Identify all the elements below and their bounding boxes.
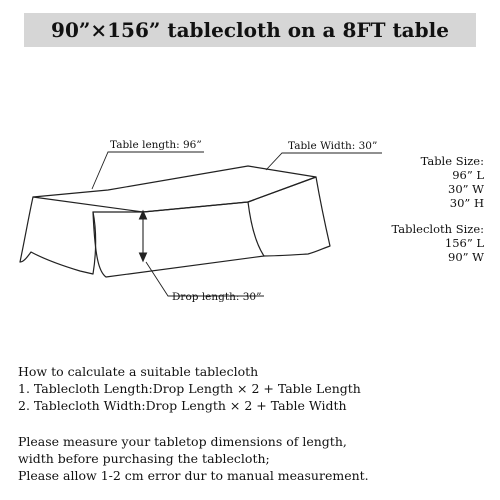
table-top [33,166,316,212]
banner-title: 90”×156” tablecloth on a 8FT table [51,18,449,42]
table-width-label: Table Width: 30” [288,140,378,152]
drop-length-label: Drop length: 30” [172,291,262,303]
instruction-step-width: 2. Tablecloth Width:Drop Length × 2 + Table Width [18,398,347,413]
instructions-heading: How to calculate a suitable tablecloth [18,364,259,379]
drop-arrow-head-bottom [140,253,147,261]
front-drape [93,202,264,277]
table-size-width: 30” W [448,182,484,196]
note-line-2: width before purchasing the tablecloth; [18,451,270,466]
left-drape [20,197,96,274]
tablecloth-size-block [392,222,485,264]
table-width-leader [266,153,382,170]
note-line-1: Please measure your tabletop dimensions of length, [18,434,347,449]
table-size-height: 30” H [449,196,484,210]
note-line-3: Please allow 1-2 cm error dur to manual measurement. [18,468,369,483]
instruction-step-length: 1. Tablecloth Length:Drop Length × 2 + Table Length [18,381,361,396]
tablecloth-size-heading: Tablecloth Size: [391,222,484,236]
right-drape [248,177,330,256]
tablecloth-size-width: 90” W [448,250,484,264]
table-size-heading: Table Size: [420,154,484,168]
table-size-length: 96” L [452,168,484,182]
table-size-block [421,154,484,210]
measurement-notes [18,433,369,484]
calculation-instructions [18,363,361,414]
tablecloth-size-length: 156” L [444,236,484,250]
table-length-label: Table length: 96” [110,139,202,151]
